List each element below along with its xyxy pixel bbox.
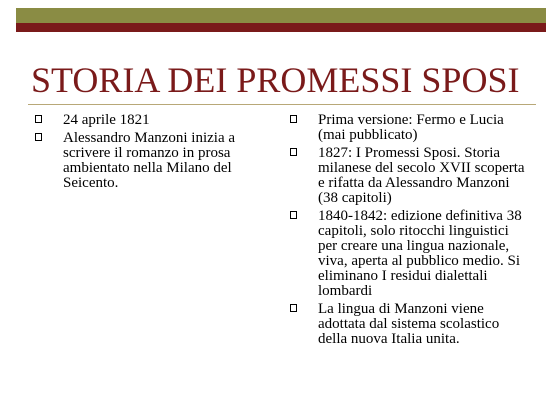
list-item <box>289 209 529 299</box>
list-item <box>289 302 529 347</box>
bullet-text: Alessandro Manzoni inizia a scrivere il romanzo in prosa ambientato nella Milano del Seicento. <box>63 130 236 191</box>
left-bullet-list <box>34 113 270 194</box>
title-divider <box>28 104 536 105</box>
bullet-text: La lingua di Manzoni viene adottata dal sistema scolastico della nuova Italia unita. <box>318 301 500 347</box>
square-bullet-icon <box>290 148 297 156</box>
bullet-text: 24 aprile 1821 <box>63 112 150 128</box>
square-bullet-icon <box>290 211 297 219</box>
header-band-maroon <box>16 23 546 32</box>
square-bullet-icon <box>290 304 297 312</box>
list-item <box>34 131 270 191</box>
right-bullet-list <box>289 113 529 350</box>
header-band <box>16 8 546 32</box>
square-bullet-icon <box>35 133 42 141</box>
square-bullet-icon <box>290 115 297 123</box>
bullet-text: Prima versione: Fermo e Lucia (mai pubblicato) <box>318 112 504 143</box>
list-item <box>34 113 270 128</box>
header-band-olive <box>16 8 546 23</box>
square-bullet-icon <box>35 115 42 123</box>
list-item <box>289 113 529 143</box>
bullet-text: 1827: I Promessi Sposi. Storia milanese del secolo XVII scoperta e rifatta da Alessandro Manzoni (38 capitoli) <box>318 145 525 206</box>
bullet-text: 1840-1842: edizione definitiva 38 capitoli, solo ritocchi linguistici per creare una lingua nazionale, viva, aperta al pubblico medio. Si eliminano I residui dialettali lombardi <box>318 208 522 299</box>
list-item <box>289 146 529 206</box>
slide-title: STORIA DEI PROMESSI SPOSI <box>31 60 520 100</box>
